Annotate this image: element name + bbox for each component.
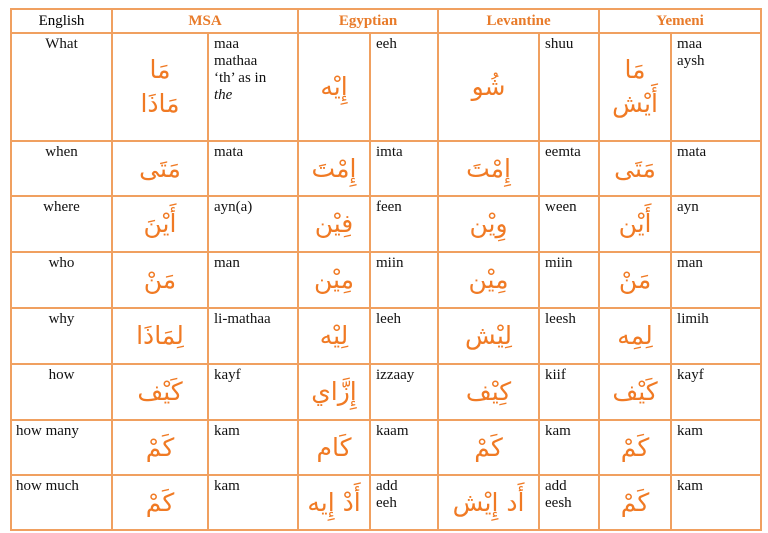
egyptian-transliteration-cell <box>370 252 438 308</box>
levantine-arabic-word: إِمْتَ <box>466 153 511 183</box>
question-words-table <box>10 8 762 531</box>
levantine-transliteration-cell <box>539 308 599 364</box>
yemeni-arabic-word: أَيْن <box>618 209 652 238</box>
table-row <box>11 33 761 141</box>
egyptian-transliteration-line: kaam <box>376 423 409 439</box>
yemeni-transliteration-line: aysh <box>677 53 705 69</box>
msa-arabic-cell <box>112 33 208 141</box>
yemeni-arabic-cell <box>599 196 671 252</box>
egyptian-transliteration-line: feen <box>376 199 402 215</box>
english-cell: how much <box>11 475 112 530</box>
egyptian-arabic-cell <box>298 364 370 420</box>
yemeni-transliteration-cell <box>671 252 761 308</box>
egyptian-arabic-word: لِيْه <box>319 321 349 350</box>
levantine-arabic-word: مِيْن <box>468 265 509 294</box>
english-cell: where <box>11 196 112 252</box>
header-msa: MSA <box>112 9 298 33</box>
msa-transliteration-cell <box>208 364 298 420</box>
msa-transliteration-line: ayn(a) <box>214 199 253 215</box>
msa-transliteration-line: maa <box>214 36 239 52</box>
msa-arabic-cell <box>112 475 208 530</box>
levantine-transliteration-line: eemta <box>545 144 581 160</box>
msa-arabic-word: أَيْنَ <box>143 209 177 238</box>
egyptian-arabic-word: فِيْن <box>314 209 354 238</box>
yemeni-arabic-cell <box>599 364 671 420</box>
msa-transliteration-cell <box>208 308 298 364</box>
egyptian-arabic-cell <box>298 141 370 196</box>
levantine-transliteration-cell <box>539 196 599 252</box>
table-row <box>11 364 761 420</box>
egyptian-arabic-cell <box>298 308 370 364</box>
egyptian-arabic-word: مِيْن <box>314 265 354 294</box>
english-cell: who <box>11 252 112 308</box>
egyptian-transliteration-cell <box>370 364 438 420</box>
msa-arabic-word: كَمْ <box>145 432 175 462</box>
levantine-arabic-cell <box>438 252 539 308</box>
egyptian-arabic-word: أَدْ إِيه <box>307 487 361 517</box>
yemeni-arabic-cell <box>599 33 671 141</box>
yemeni-arabic-word: كَمْ <box>620 432 650 462</box>
yemeni-transliteration-cell <box>671 33 761 141</box>
levantine-arabic-word: شُو <box>471 72 506 101</box>
yemeni-transliteration-line: ayn <box>677 199 699 215</box>
msa-transliteration-line: kam <box>214 423 240 439</box>
egyptian-transliteration-cell <box>370 420 438 475</box>
levantine-arabic-cell <box>438 33 539 141</box>
msa-transliteration-cell <box>208 475 298 530</box>
levantine-transliteration-cell <box>539 364 599 420</box>
msa-arabic-word: مَا <box>149 55 171 84</box>
msa-transliteration-line: mathaa <box>214 53 258 69</box>
yemeni-arabic-word: كَيْف <box>612 377 658 406</box>
levantine-transliteration-line: kiif <box>545 367 566 383</box>
msa-transliteration-line: mata <box>214 144 244 160</box>
yemeni-arabic-word: مَتَى <box>614 153 656 183</box>
yemeni-arabic-word: مَا <box>624 55 646 84</box>
table-row <box>11 196 761 252</box>
table-row <box>11 141 761 196</box>
egyptian-transliteration-line: imta <box>376 144 403 160</box>
levantine-arabic-cell <box>438 196 539 252</box>
levantine-transliteration-line: miin <box>545 255 573 271</box>
egyptian-transliteration-line: izzaay <box>376 367 415 383</box>
table-row <box>11 252 761 308</box>
msa-arabic-word: مَنْ <box>143 265 177 294</box>
egyptian-arabic-cell <box>298 252 370 308</box>
egyptian-arabic-word: إِمْتَ <box>311 153 357 183</box>
msa-transliteration-cell <box>208 141 298 196</box>
egyptian-transliteration-cell <box>370 475 438 530</box>
msa-arabic-word: مَاذَا <box>140 89 180 118</box>
yemeni-arabic-word: أَيْش <box>612 89 658 118</box>
levantine-transliteration-cell <box>539 141 599 196</box>
header-row <box>11 9 761 33</box>
msa-transliteration-line: man <box>214 255 240 271</box>
header-levantine: Levantine <box>438 9 599 33</box>
egyptian-arabic-word: كَام <box>316 432 352 462</box>
english-cell: What <box>11 33 112 141</box>
levantine-arabic-word: كَمْ <box>474 432 503 462</box>
levantine-transliteration-cell <box>539 475 599 530</box>
yemeni-transliteration-line: maa <box>677 36 703 52</box>
egyptian-transliteration-cell <box>370 196 438 252</box>
msa-transliteration-italic: the <box>214 87 233 103</box>
egyptian-transliteration-line: eeh <box>376 36 397 52</box>
levantine-arabic-word: أَد إِيْش <box>452 487 525 517</box>
egyptian-transliteration-line: miin <box>376 255 404 271</box>
header-yemeni: Yemeni <box>599 9 761 33</box>
header-english: English <box>11 9 112 33</box>
levantine-transliteration-line: kam <box>545 423 571 439</box>
levantine-arabic-cell <box>438 475 539 530</box>
msa-arabic-cell <box>112 308 208 364</box>
yemeni-arabic-cell <box>599 420 671 475</box>
levantine-arabic-cell <box>438 420 539 475</box>
levantine-transliteration-cell <box>539 420 599 475</box>
levantine-transliteration-cell <box>539 33 599 141</box>
msa-transliteration-cell <box>208 252 298 308</box>
levantine-transliteration-cell <box>539 252 599 308</box>
levantine-transliteration-line: shuu <box>545 36 574 52</box>
yemeni-transliteration-cell <box>671 308 761 364</box>
egyptian-arabic-cell <box>298 33 370 141</box>
yemeni-transliteration-line: kam <box>677 423 703 439</box>
msa-arabic-cell <box>112 364 208 420</box>
english-cell: how <box>11 364 112 420</box>
yemeni-transliteration-line: limih <box>677 311 709 327</box>
levantine-arabic-word: لِيْش <box>464 321 513 350</box>
yemeni-transliteration-cell <box>671 475 761 530</box>
table-row <box>11 475 761 530</box>
levantine-transliteration-line: add <box>545 478 567 494</box>
yemeni-transliteration-cell <box>671 141 761 196</box>
msa-arabic-word: كَيْف <box>137 377 183 406</box>
yemeni-arabic-cell <box>599 475 671 530</box>
table-row <box>11 308 761 364</box>
egyptian-arabic-cell <box>298 420 370 475</box>
yemeni-transliteration-cell <box>671 196 761 252</box>
msa-arabic-cell <box>112 252 208 308</box>
msa-transliteration-cell <box>208 33 298 141</box>
levantine-arabic-word: كِيْف <box>465 377 512 406</box>
msa-arabic-cell <box>112 420 208 475</box>
msa-transliteration-line: ‘th’ as in <box>214 70 267 86</box>
yemeni-transliteration-line: mata <box>677 144 707 160</box>
egyptian-transliteration-line: eeh <box>376 495 397 511</box>
egyptian-arabic-word: إِزَّاي <box>311 377 357 406</box>
msa-arabic-word: لِمَاذَا <box>136 321 184 350</box>
yemeni-transliteration-cell <box>671 420 761 475</box>
yemeni-arabic-word: كَمْ <box>620 487 650 517</box>
english-cell: when <box>11 141 112 196</box>
msa-transliteration-line: kam <box>214 478 240 494</box>
msa-arabic-word: كَمْ <box>145 487 175 517</box>
yemeni-transliteration-line: kayf <box>677 367 704 383</box>
egyptian-transliteration-line: leeh <box>376 311 401 327</box>
header-egyptian: Egyptian <box>298 9 438 33</box>
levantine-transliteration-line: leesh <box>545 311 576 327</box>
egyptian-arabic-word: إِيْه <box>320 72 348 101</box>
english-cell: why <box>11 308 112 364</box>
levantine-arabic-cell <box>438 364 539 420</box>
table-row <box>11 420 761 475</box>
levantine-transliteration-line: eesh <box>545 495 572 511</box>
egyptian-transliteration-cell <box>370 141 438 196</box>
msa-arabic-cell <box>112 196 208 252</box>
yemeni-arabic-word: لِمِه <box>617 321 653 350</box>
msa-transliteration-line: kayf <box>214 367 241 383</box>
yemeni-arabic-cell <box>599 252 671 308</box>
egyptian-transliteration-cell <box>370 308 438 364</box>
yemeni-arabic-word: مَنْ <box>618 265 652 294</box>
msa-transliteration-cell <box>208 196 298 252</box>
levantine-arabic-cell <box>438 308 539 364</box>
msa-arabic-word: مَتَى <box>139 153 181 183</box>
egyptian-transliteration-cell <box>370 33 438 141</box>
yemeni-arabic-cell <box>599 141 671 196</box>
levantine-arabic-cell <box>438 141 539 196</box>
table-body <box>11 33 761 530</box>
egyptian-arabic-cell <box>298 196 370 252</box>
yemeni-transliteration-cell <box>671 364 761 420</box>
yemeni-transliteration-line: kam <box>677 478 703 494</box>
levantine-arabic-word: وِيْن <box>469 209 508 238</box>
egyptian-arabic-cell <box>298 475 370 530</box>
yemeni-transliteration-line: man <box>677 255 703 271</box>
egyptian-transliteration-line: add <box>376 478 398 494</box>
msa-arabic-cell <box>112 141 208 196</box>
levantine-transliteration-line: ween <box>545 199 577 215</box>
english-cell: how many <box>11 420 112 475</box>
msa-transliteration-line: li-mathaa <box>214 311 271 327</box>
yemeni-arabic-cell <box>599 308 671 364</box>
msa-transliteration-cell <box>208 420 298 475</box>
